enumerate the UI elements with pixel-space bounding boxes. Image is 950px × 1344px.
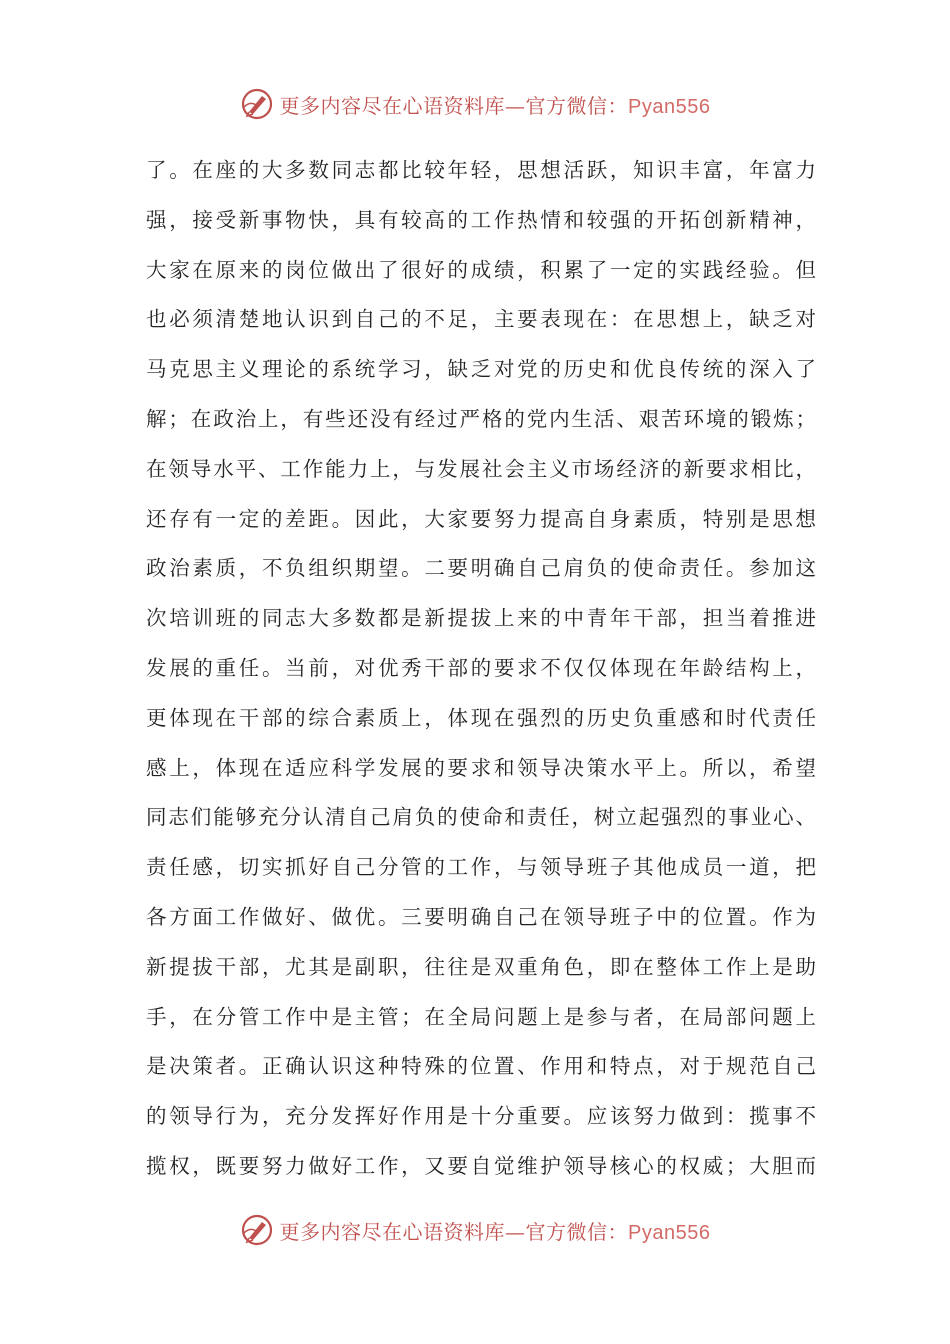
document-body xyxy=(146,146,816,1192)
text-line: 手，在分管工作中是主管；在全局问题上是参与者，在局部问题上 xyxy=(146,1004,816,1029)
text-line: 也必须清楚地认识到自己的不足，主要表现在：在思想上，缺乏对 xyxy=(146,307,816,332)
text-line: 大家在原来的岗位做出了很好的成绩，积累了一定的实践经验。但 xyxy=(146,257,816,282)
text-line: 强，接受新事物快，具有较高的工作热情和较强的开拓创新精神， xyxy=(146,207,816,232)
text-line: 解；在政治上，有些还没有经过严格的党内生活、艰苦环境的锻炼； xyxy=(146,406,816,431)
pen-circle-logo-icon xyxy=(240,1213,274,1247)
footer-banner xyxy=(0,1210,950,1250)
text-line: 了。在座的大多数同志都比较年轻，思想活跃，知识丰富，年富力 xyxy=(146,158,816,182)
banner-text: 更多内容尽在心语资料库—官方微信：Pyan556 xyxy=(279,1219,711,1244)
wechat-id: Pyan556 xyxy=(628,95,711,118)
text-line: 马克思主义理论的系统学习，缺乏对党的历史和优良传统的深入了 xyxy=(146,357,816,382)
text-line: 发展的重任。当前，对优秀干部的要求不仅仅体现在年龄结构上， xyxy=(146,655,816,680)
text-line: 是决策者。正确认识这种特殊的位置、作用和特点，对于规范自己 xyxy=(146,1054,816,1079)
text-line: 感上，体现在适应科学发展的要求和领导决策水平上。所以，希望 xyxy=(146,755,816,780)
text-line: 还存有一定的差距。因此，大家要努力提高自身素质，特别是思想 xyxy=(146,506,816,531)
wechat-id: Pyan556 xyxy=(628,1221,711,1244)
text-line: 次培训班的同志大多数都是新提拔上来的中青年干部，担当着推进 xyxy=(146,606,816,631)
text-line: 揽权，既要努力做好工作，又要自觉维护领导核心的权威；大胆而 xyxy=(146,1153,816,1178)
banner-text: 更多内容尽在心语资料库—官方微信：Pyan556 xyxy=(279,93,711,118)
text-line: 新提拔干部，尤其是副职，往往是双重角色，即在整体工作上是助 xyxy=(146,954,816,979)
text-line: 政治素质，不负组织期望。二要明确自己肩负的使命责任。参加这 xyxy=(146,556,816,581)
text-line: 同志们能够充分认清自己肩负的使命和责任，树立起强烈的事业心、 xyxy=(146,805,816,830)
text-line: 各方面工作做好、做优。三要明确自己在领导班子中的位置。作为 xyxy=(146,904,816,929)
text-line: 的领导行为，充分发挥好作用是十分重要。应该努力做到：揽事不 xyxy=(146,1104,816,1129)
header-banner xyxy=(0,84,950,124)
pen-circle-logo-icon xyxy=(240,87,274,121)
text-line: 责任感，切实抓好自己分管的工作，与领导班子其他成员一道，把 xyxy=(146,855,816,880)
text-line: 在领导水平、工作能力上，与发展社会主义市场经济的新要求相比， xyxy=(146,456,816,481)
text-line: 更体现在干部的综合素质上，体现在强烈的历史负重感和时代责任 xyxy=(146,705,816,730)
